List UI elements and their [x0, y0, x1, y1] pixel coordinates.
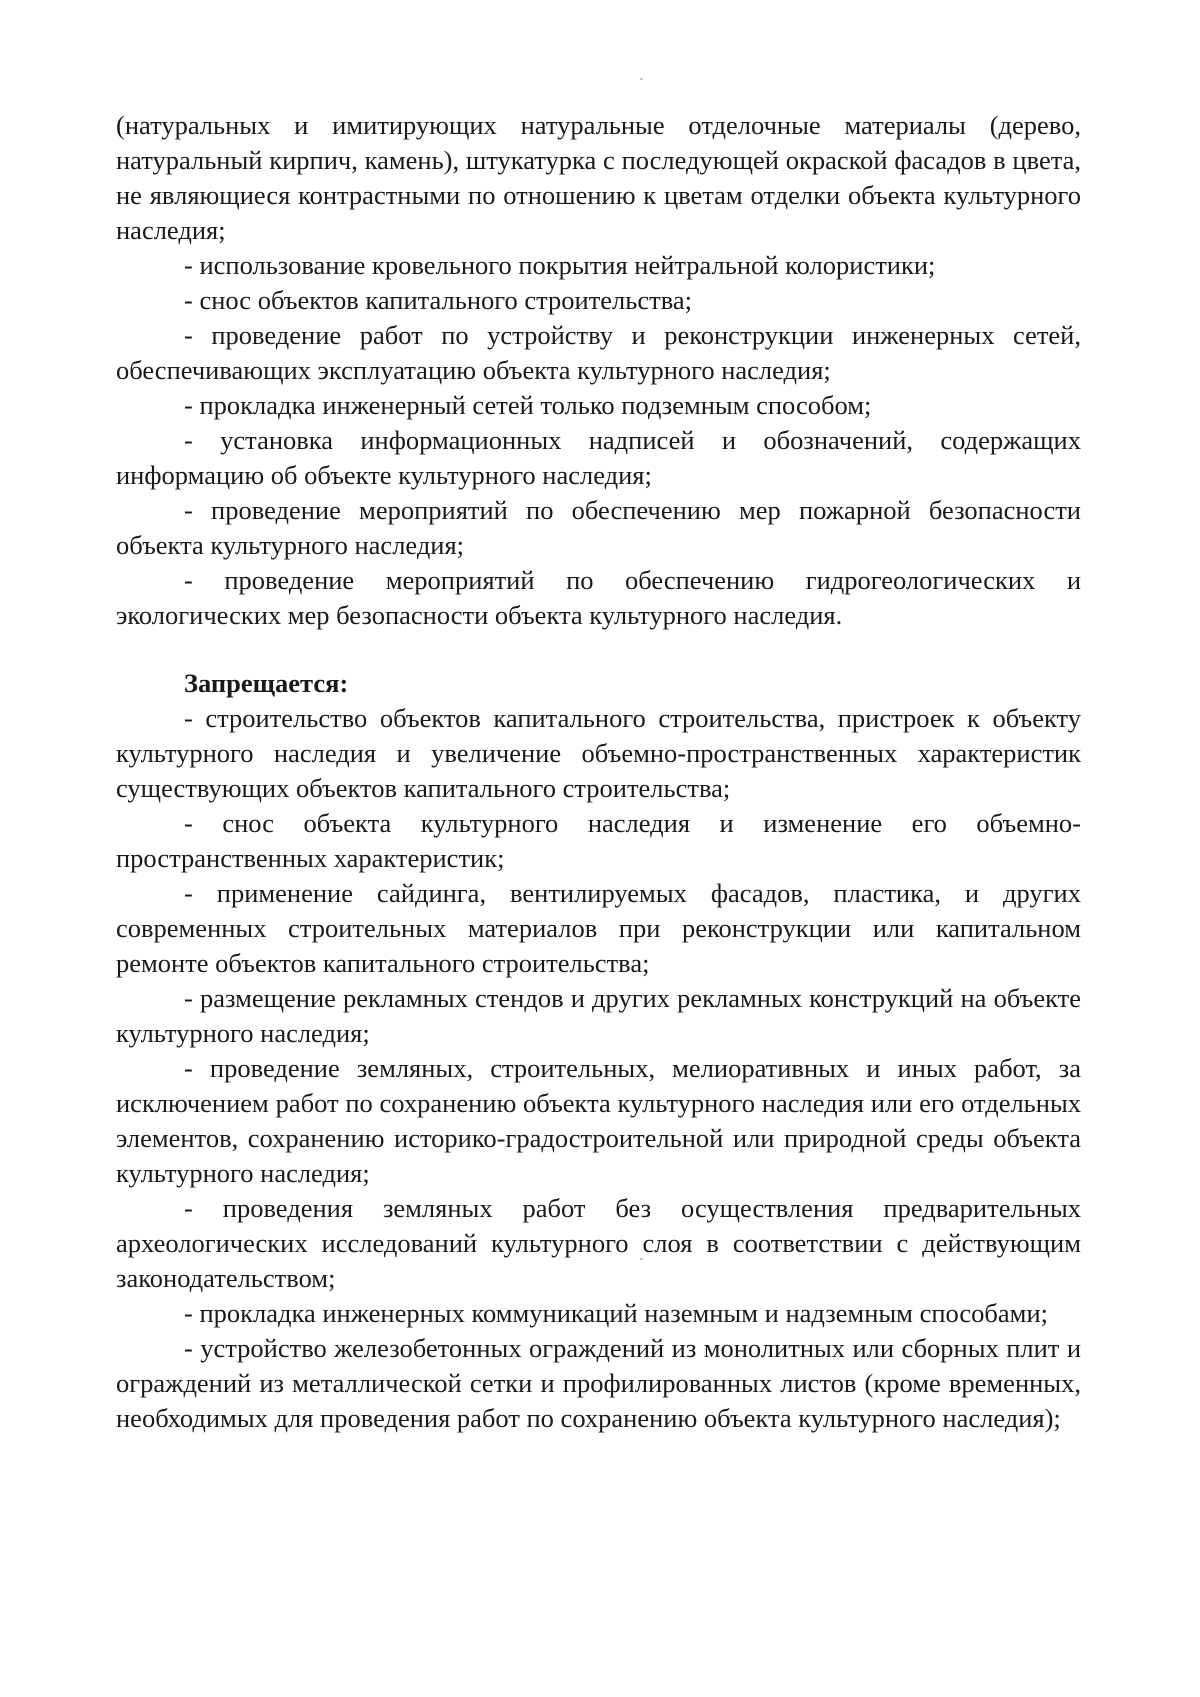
prohibited-item: - строительство объектов капитального строительства, пристроек к объекту культурного наследия и увеличение объемно-пространственных характеристик существующих объектов капитального строительства;: [116, 703, 1081, 803]
allowed-item: - проведение работ по устройству и реконструкции инженерных сетей, обеспечивающих эксплуатацию объекта культурного наследия;: [116, 320, 1081, 385]
prohibited-item: - устройство железобетонных ограждений из монолитных или сборных плит и ограждений из металлической сетки и профилированных листов (кроме временных, необходимых для проведения работ по сохранению объекта культурного наследия);: [116, 1333, 1081, 1433]
allowed-item: (натуральных и имитирующих натуральные отделочные материалы (дерево, натуральный кирпич, камень), штукатурка с последующей окраской фасадов в цвета, не являющиеся контрастными по отношению к цветам отделки объекта культурного наследия;: [116, 110, 1081, 245]
prohibited-item: - проведение земляных, строительных, мелиоративных и иных работ, за исключением работ по сохранению объекта культурного наследия или его отдельных элементов, сохранению историко-градостроительной или природной среды объекта культурного наследия;: [116, 1053, 1081, 1188]
allowed-item: - проведение мероприятий по обеспечению мер пожарной безопасности объекта культурного наследия;: [116, 495, 1081, 560]
prohibited-item: - применение сайдинга, вентилируемых фасадов, пластика, и других современных строительных материалов при реконструкции или капитальном ремонте объектов капитального строительства;: [116, 878, 1081, 978]
allowed-item: - использование кровельного покрытия нейтральной колористики;: [184, 250, 936, 280]
allowed-item: - проведение мероприятий по обеспечению гидрогеологических и экологических мер безопасности объекта культурного наследия.: [116, 565, 1081, 630]
document-page: [116, 108, 1081, 1436]
allowed-item: - снос объектов капитального строительства;: [184, 285, 692, 315]
prohibited-item: - прокладка инженерных коммуникаций наземным и надземным способами;: [184, 1298, 1048, 1328]
scan-speck: [640, 78, 643, 80]
prohibited-item: - проведения земляных работ без осуществления предварительных археологических исследований культурного слоя в соответствии с действующим законодательством;: [116, 1193, 1081, 1293]
prohibited-item: - размещение рекламных стендов и других рекламных конструкций на объекте культурного наследия;: [116, 983, 1081, 1048]
allowed-item: - прокладка инженерный сетей только подземным способом;: [184, 390, 872, 420]
prohibited-item: - снос объекта культурного наследия и изменение его объемно-пространственных характеристик;: [116, 808, 1081, 873]
allowed-item: - установка информационных надписей и обозначений, содержащих информацию об объекте культурного наследия;: [116, 425, 1081, 490]
section-heading-prohibited: Запрещается:: [184, 668, 349, 698]
